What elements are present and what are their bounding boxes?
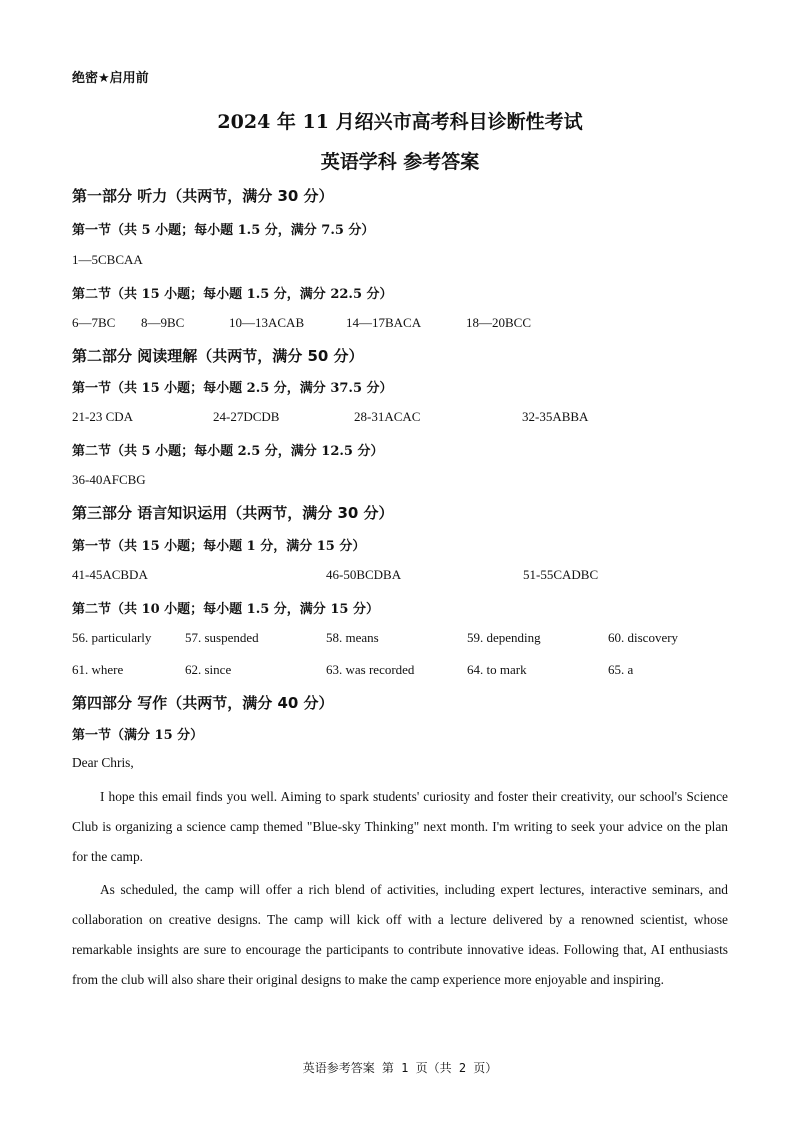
cloze-answer: 65. a [608,662,634,677]
part3-title: 第三部分 语言知识运用（共两节，满分 30 分） [72,504,394,522]
cloze-answer: 63. was recorded [326,662,415,677]
part3-section2-title: 第二节（共 10 小题；每小题 1.5 分，满分 15 分） [72,602,379,617]
part1-section2-answer: 6—7BC [72,315,116,330]
part2-title: 第二部分 阅读理解（共两节，满分 50 分） [72,347,364,365]
cloze-answer: 56. particularly [72,630,152,645]
letter-paragraph: As scheduled, the camp will offer a rich blend of activities, including expert lectures, interactive seminars, and collaboration on creative designs. The camp will kick off with a lecture delivered by a renowned scientist, whose remarkable insights are sure to encourage the participants to contribute innovative ideas. Following that, AI enthusiasts from the club will also share their original designs to make the camp experience more enjoyable and inspiring. [72,882,728,987]
part1-title: 第一部分 听力（共两节，满分 30 分） [72,187,334,205]
letter-greeting: Dear Chris, [72,755,134,770]
confidential-label: 绝密★启用前 [72,71,149,86]
part1-section2-answer: 18—20BCC [466,315,532,330]
part3-section1-answer: 46-50BCDBA [326,567,402,582]
part2-section1-answer: 21-23 CDA [72,409,134,424]
part1-section2-answer: 14—17BACA [346,315,422,330]
exam-subtitle: 英语学科 参考答案 [320,151,480,173]
part2-section1-answer: 32-35ABBA [522,409,589,424]
page-footer: 英语参考答案 第 1 页（共 2 页） [302,1061,498,1075]
part1-section2-title: 第二节（共 15 小题；每小题 1.5 分，满分 22.5 分） [72,287,393,302]
cloze-answer: 64. to mark [467,662,527,677]
letter-paragraph: I hope this email finds you well. Aiming to spark students' curiosity and foster their creativity, our school's Science Club is organizing a science camp themed "Blue-sky Thinking" next month. I'm writing to seek your advice on the plan for the camp. [72,789,728,864]
cloze-answer: 62. since [185,662,232,677]
cloze-answer: 61. where [72,662,124,677]
part3-section1-answer: 51-55CADBC [523,567,599,582]
part2-section1-answer: 24-27DCDB [213,409,280,424]
part1-section1-answer: 1—5CBCAA [72,252,143,267]
part2-section1-title: 第一节（共 15 小题；每小题 2.5 分，满分 37.5 分） [72,381,393,396]
part2-section2-answer: 36-40AFCBG [72,472,146,487]
part2-section2-title: 第二节（共 5 小题；每小题 2.5 分，满分 12.5 分） [72,444,384,459]
part3-section1-title: 第一节（共 15 小题；每小题 1 分，满分 15 分） [72,539,366,554]
part1-section2-answer: 10—13ACAB [229,315,305,330]
part1-section2-answer: 8—9BC [141,315,185,330]
cloze-answer: 58. means [326,630,379,645]
exam-title: 2024 年 11 月绍兴市高考科目诊断性考试 [217,111,583,133]
cloze-answer: 57. suspended [185,630,259,645]
part2-section1-answer: 28-31ACAC [354,409,421,424]
part4-title: 第四部分 写作（共两节，满分 40 分） [72,694,334,712]
part1-section1-title: 第一节（共 5 小题；每小题 1.5 分，满分 7.5 分） [72,223,375,238]
part4-section1-title: 第一节（满分 15 分） [72,728,204,743]
cloze-answer: 59. depending [467,630,541,645]
cloze-answer: 60. discovery [608,630,679,645]
part3-section1-answer: 41-45ACBDA [72,567,148,582]
